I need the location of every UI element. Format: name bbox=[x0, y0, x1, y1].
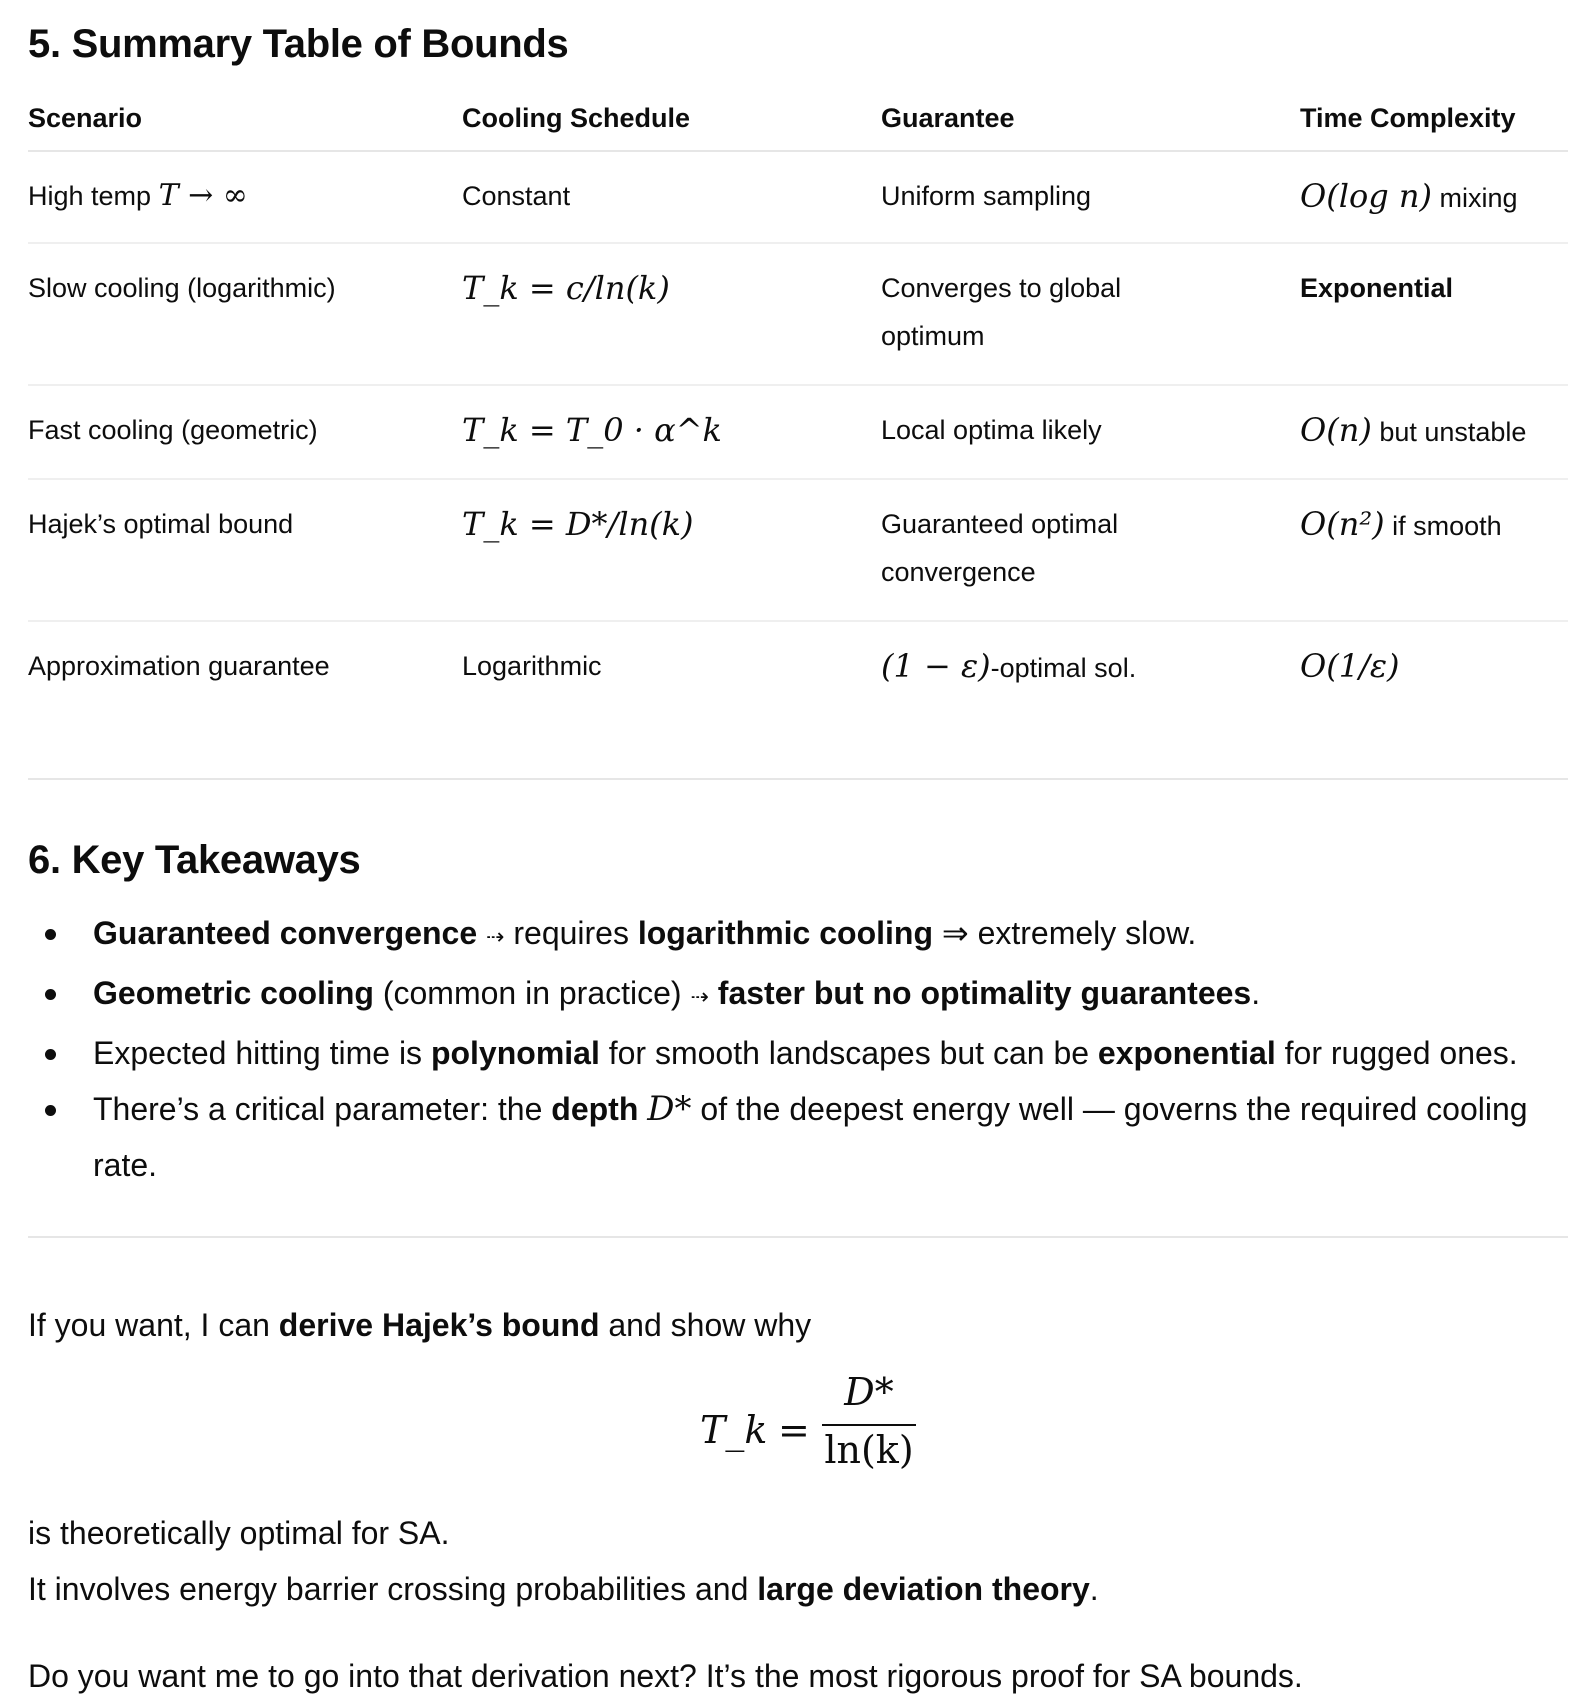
fraction-bar bbox=[822, 1424, 916, 1426]
paragraph: Do you want me to go into that derivation next? It’s the most rigorous proof for SA bounds. bbox=[28, 1658, 1303, 1694]
cell-schedule-math: T_k = D*/ln(k) bbox=[462, 505, 694, 543]
closing-paragraph: If you want, I can derive Hajek’s bound and show why bbox=[28, 1307, 812, 1343]
dotted-arrow-icon: ⇢ bbox=[486, 924, 505, 949]
paragraph: is theoretically optimal for SA. bbox=[28, 1515, 450, 1551]
cell-scenario: Approximation guarantee bbox=[28, 651, 330, 681]
list-item: Guaranteed convergence ⇢ requires logarithmic cooling ⇒ extremely slow. bbox=[28, 905, 1568, 965]
bullet-icon bbox=[45, 1049, 56, 1060]
divider bbox=[28, 778, 1568, 780]
formula-equals: = bbox=[778, 1408, 810, 1452]
cell-guarantee: Guaranteed optimal convergence bbox=[881, 509, 1119, 587]
cell-complexity-math: O(1/ε) bbox=[1300, 647, 1400, 685]
table-header bbox=[28, 90, 1568, 152]
cell-complexity: O(n²) if smooth bbox=[1300, 505, 1502, 543]
bullet-icon bbox=[45, 1105, 56, 1116]
table-row bbox=[28, 244, 1568, 386]
cell-schedule: Constant bbox=[462, 181, 571, 211]
list-item: Geometric cooling (common in practice) ⇢ faster but no optimality guarantees. bbox=[28, 965, 1568, 1025]
scenario-math: T → ∞ bbox=[158, 178, 248, 213]
bounds-table bbox=[28, 90, 1568, 722]
cell-guarantee: Uniform sampling bbox=[881, 181, 1092, 211]
cell-schedule-math: T_k = c/ln(k) bbox=[462, 269, 670, 307]
header-scenario: Scenario bbox=[28, 103, 143, 133]
section-6-heading: 6. Key Takeaways bbox=[28, 838, 361, 882]
dotted-arrow-icon: ⇢ bbox=[690, 984, 709, 1009]
cell-guarantee: Local optima likely bbox=[881, 415, 1102, 445]
formula-lhs: T_k bbox=[700, 1408, 768, 1452]
cell-schedule-math: T_k = T_0 · α^k bbox=[462, 411, 722, 449]
header-time-complexity: Time Complexity bbox=[1300, 103, 1516, 133]
table-row bbox=[28, 480, 1568, 622]
table-row bbox=[28, 152, 1568, 244]
header-cooling-schedule: Cooling Schedule bbox=[462, 103, 691, 133]
bullet-icon bbox=[45, 929, 56, 940]
table-row bbox=[28, 622, 1568, 722]
header-guarantee: Guarantee bbox=[881, 103, 1015, 133]
cell-complexity: O(log n) mixing bbox=[1300, 177, 1518, 215]
cell-complexity: O(n) but unstable bbox=[1300, 411, 1527, 449]
cell-guarantee: Converges to global optimum bbox=[881, 273, 1122, 351]
divider bbox=[28, 1236, 1568, 1238]
cell-complexity: Exponential bbox=[1300, 273, 1454, 303]
formula-denominator: ln(k) bbox=[824, 1428, 914, 1472]
bullet-icon bbox=[45, 989, 56, 1000]
cell-scenario: High temp T → ∞ bbox=[28, 178, 248, 213]
cell-schedule: Logarithmic bbox=[462, 651, 602, 681]
formula-numerator: D* bbox=[844, 1370, 894, 1414]
list-item: There’s a critical parameter: the depth D* of the deepest energy well — governs the required cooling rate. bbox=[28, 1081, 1568, 1193]
cell-scenario: Slow cooling (logarithmic) bbox=[28, 273, 336, 303]
cell-scenario: Hajek’s optimal bound bbox=[28, 509, 294, 539]
list-item: Expected hitting time is polynomial for smooth landscapes but can be exponential for rugged ones. bbox=[28, 1025, 1568, 1081]
cell-scenario: Fast cooling (geometric) bbox=[28, 415, 318, 445]
section-5-heading: 5. Summary Table of Bounds bbox=[28, 22, 569, 66]
takeaways-list bbox=[28, 905, 1568, 1193]
complexity-math: O(log n) bbox=[1300, 177, 1432, 215]
table-row bbox=[28, 386, 1568, 480]
paragraph: It involves energy barrier crossing probabilities and large deviation theory. bbox=[28, 1571, 1099, 1607]
cell-guarantee: (1 − ε)-optimal sol. bbox=[881, 647, 1137, 685]
